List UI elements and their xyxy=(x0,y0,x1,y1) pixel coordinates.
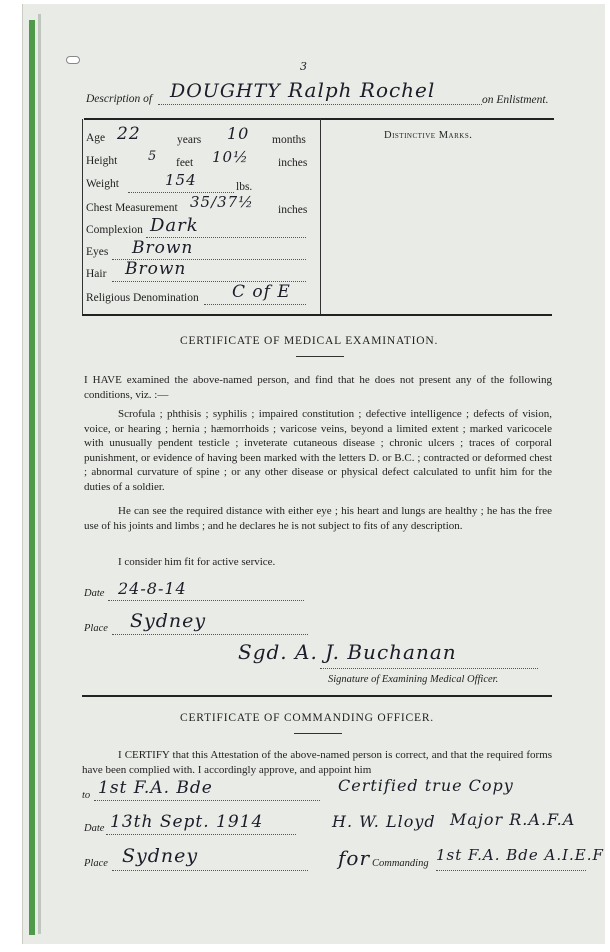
commanding-heading-rule xyxy=(294,733,342,734)
box-divider xyxy=(320,119,321,315)
name-given: Ralph Rochel xyxy=(288,78,436,102)
commanding-unit: 1st F.A. Bde A.I.E.F xyxy=(436,846,604,864)
commanding-rank: Major R.A.F.A xyxy=(450,810,576,829)
lbs-label: lbs. xyxy=(236,181,253,193)
medical-para4: I consider him fit for active service. xyxy=(118,556,276,568)
commanding-label: Commanding xyxy=(372,858,429,869)
commanding-to-label: to xyxy=(82,790,91,801)
commanding-place-value: Sydney xyxy=(122,845,199,867)
hair-label: Hair xyxy=(86,268,107,280)
inches-label: inches xyxy=(278,157,308,169)
years-label: years xyxy=(177,134,202,146)
commanding-for: for xyxy=(338,846,371,870)
age-months: 10 xyxy=(227,124,250,143)
commanding-to-dotted xyxy=(94,800,320,801)
punch-hole xyxy=(66,56,80,64)
chest-unit: inches xyxy=(278,204,308,216)
hair-value: Brown xyxy=(125,259,187,279)
eyes-label: Eyes xyxy=(86,246,109,258)
feet-label: feet xyxy=(176,157,194,169)
medical-date-value: 24-8-14 xyxy=(118,579,187,598)
religion-label: Religious Denomination xyxy=(86,292,199,304)
desc-prefix: Description of xyxy=(86,93,153,105)
distinctive-marks-label: Distinctive Marks. xyxy=(384,130,473,141)
name-dotted-line xyxy=(158,104,482,105)
commanding-heading: CERTIFICATE OF COMMANDING OFFICER. xyxy=(180,712,434,724)
medical-para3: He can see the required distance with either eye ; his heart and lungs are healthy ; he has the free use of his joints and limbs ; and he declares he is not subject to fits of any description. xyxy=(84,505,552,532)
age-label: Age xyxy=(86,132,106,144)
medical-bottom-rule xyxy=(82,695,552,697)
name-surname: DOUGHTY xyxy=(170,80,281,102)
header-rule xyxy=(84,118,554,120)
commanding-date-label: Date xyxy=(84,823,105,834)
medical-signature: Sgd. A. J. Buchanan xyxy=(238,640,457,664)
eyes-value: Brown xyxy=(132,238,194,258)
weight-value: 154 xyxy=(165,171,197,189)
medical-signature-dotted xyxy=(320,668,538,669)
complexion-label: Complexion xyxy=(86,224,143,236)
chest-value: 35/37½ xyxy=(190,193,254,211)
commanding-place-dotted xyxy=(112,870,308,871)
chest-label: Chest Measurement xyxy=(86,202,178,214)
commanding-date-dotted xyxy=(106,834,296,835)
weight-label: Weight xyxy=(86,178,119,190)
religion-value: C of E xyxy=(232,282,291,302)
medical-place-value: Sydney xyxy=(130,610,207,632)
certified-true-copy: Certified true Copy xyxy=(338,776,514,795)
box-left-border xyxy=(82,119,83,315)
commanding-para1: I CERTIFY that this Attestation of the above-named person is correct, and that the required forms have been complied with. I accordingly approve, and appoint him xyxy=(82,749,552,776)
commanding-unit-dotted xyxy=(436,870,586,871)
medical-heading: CERTIFICATE OF MEDICAL EXAMINATION. xyxy=(180,335,439,347)
medical-date-label: Date xyxy=(84,588,105,599)
page-edge xyxy=(38,14,41,934)
medical-heading-rule xyxy=(296,356,344,357)
desc-suffix: on Enlistment. xyxy=(482,94,549,106)
commanding-place-label: Place xyxy=(84,858,108,869)
medical-para2: Scrofula ; phthisis ; syphilis ; impaired constitution ; defective intelligence ; defects of vision, voice, or hearing ; hernia ; hæmorrhoids ; varicose veins, beyond a limited extent ; marked varicocele with unusually pendent testicle ; inveterate cutaneous disease ; chronic ulcers ; traces of corporal punishment, or evidence of having been marked with the letters D. or B.C. ; contracted or deformed chest ; abnormal curvature of spine ; or any other disease or physical defect calculated to unfit him for the duties of a soldier. xyxy=(84,408,552,493)
medical-para1: I HAVE examined the above-named person, and find that he does not present any of the following conditions, viz. :— xyxy=(84,374,552,401)
height-label: Height xyxy=(86,155,118,167)
medical-date-dotted xyxy=(108,600,304,601)
complexion-value: Dark xyxy=(150,215,199,236)
medical-signature-caption: Signature of Examining Medical Officer. xyxy=(328,674,499,685)
medical-place-dotted xyxy=(112,634,308,635)
height-inches: 10½ xyxy=(212,148,249,166)
commanding-to-value: 1st F.A. Bde xyxy=(98,778,213,798)
medical-place-label: Place xyxy=(84,623,108,634)
commanding-date-value: 13th Sept. 1914 xyxy=(110,812,264,832)
months-label: months xyxy=(272,134,306,146)
binding-strip xyxy=(29,20,35,935)
regimental-number: 3 xyxy=(300,60,308,73)
age-years: 22 xyxy=(117,124,141,144)
religion-dotted xyxy=(204,304,306,305)
height-feet: 5 xyxy=(148,149,158,164)
box-bottom-rule xyxy=(82,314,552,316)
commanding-signature: H. W. Lloyd xyxy=(332,812,436,831)
